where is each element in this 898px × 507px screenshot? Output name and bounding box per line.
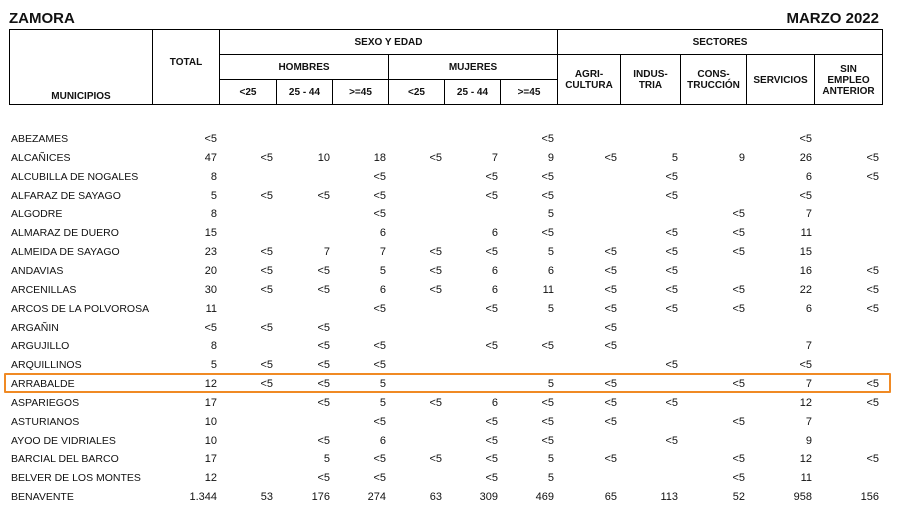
table-row	[0, 375, 898, 394]
cell-construccion: 52	[732, 491, 745, 504]
cell-servicios: <5	[799, 189, 812, 202]
cell-agricultura: <5	[604, 264, 617, 277]
cell-sin-empleo: <5	[866, 453, 879, 466]
cell-h-25-44: <5	[317, 321, 330, 334]
cell-construccion: <5	[732, 302, 745, 315]
cell-total: 30	[204, 283, 217, 296]
cell-servicios: 7	[805, 415, 812, 428]
header-mujeres: MUJERES	[448, 61, 498, 73]
cell-m-lt25: <5	[429, 246, 442, 259]
cell-m-lt25: <5	[429, 151, 442, 164]
cell-h-ge45: <5	[373, 359, 386, 372]
municipio-name: BELVER DE LOS MONTES	[11, 472, 141, 485]
table-row	[0, 187, 898, 206]
table-row	[0, 300, 898, 319]
cell-construccion: <5	[732, 246, 745, 259]
cell-h-25-44: <5	[317, 472, 330, 485]
header-h-age-3: >=45	[349, 87, 372, 98]
cell-sin-empleo: <5	[866, 264, 879, 277]
cell-m-25-44: <5	[485, 415, 498, 428]
cell-h-lt25: <5	[260, 283, 273, 296]
province-title: ZAMORA	[9, 10, 75, 27]
table-row	[0, 149, 898, 168]
cell-h-ge45: 5	[379, 396, 386, 409]
header-sectores: SECTORES	[692, 36, 748, 48]
cell-m-25-44: <5	[485, 189, 498, 202]
cell-h-lt25: <5	[260, 359, 273, 372]
cell-h-25-44: <5	[317, 340, 330, 353]
cell-m-25-44: 6	[491, 283, 498, 296]
cell-m-ge45: <5	[541, 189, 554, 202]
cell-h-ge45: <5	[373, 453, 386, 466]
cell-total: 8	[210, 170, 217, 183]
cell-servicios: 11	[800, 227, 812, 240]
cell-servicios: 6	[805, 302, 812, 315]
cell-construccion: 9	[738, 151, 745, 164]
cell-h-25-44: <5	[317, 264, 330, 277]
cell-h-lt25: <5	[260, 264, 273, 277]
header-sexo-edad: SEXO Y EDAD	[354, 36, 423, 48]
cell-m-ge45: 5	[547, 246, 554, 259]
header-hombres: HOMBRES	[278, 61, 330, 73]
cell-total: 1.344	[189, 491, 217, 504]
cell-servicios: 958	[793, 491, 812, 504]
municipio-name: ANDAVIAS	[11, 264, 64, 277]
period-title: MARZO 2022	[786, 10, 879, 27]
cell-total: <5	[204, 133, 217, 145]
cell-agricultura: <5	[604, 415, 617, 428]
cell-m-25-44: 309	[479, 491, 498, 504]
cell-h-ge45: 5	[379, 378, 386, 391]
cell-h-ge45: 5	[379, 264, 386, 277]
cell-total: <5	[204, 321, 217, 334]
cell-m-lt25: <5	[429, 396, 442, 409]
cell-m-lt25: <5	[429, 264, 442, 277]
cell-h-ge45: <5	[373, 472, 386, 485]
cell-servicios: 26	[799, 151, 812, 164]
cell-total: 5	[210, 359, 217, 372]
municipio-name: ALGODRE	[11, 208, 63, 221]
municipio-name: ALMEIDA DE SAYAGO	[11, 246, 120, 259]
cell-sin-empleo: <5	[866, 151, 879, 164]
table-row	[0, 243, 898, 262]
cell-total: 47	[204, 151, 217, 164]
municipio-name: ARCENILLAS	[11, 283, 77, 296]
cell-h-lt25: <5	[260, 189, 273, 202]
cell-total: 10	[204, 415, 217, 428]
cell-construccion: <5	[732, 283, 745, 296]
cell-servicios: 11	[800, 472, 812, 485]
table-row	[0, 281, 898, 300]
cell-m-ge45: 469	[535, 491, 554, 504]
cell-m-25-44: 6	[491, 396, 498, 409]
cell-industria: <5	[665, 302, 678, 315]
header-m-age-1: <25	[408, 87, 425, 98]
cell-construccion: <5	[732, 208, 745, 221]
cell-h-ge45: 6	[379, 434, 386, 447]
cell-m-ge45: <5	[541, 133, 554, 145]
cell-m-ge45: 6	[547, 264, 554, 277]
cell-total: 15	[204, 227, 217, 240]
table-row	[0, 130, 898, 149]
cell-industria: <5	[665, 396, 678, 409]
cell-industria: <5	[665, 170, 678, 183]
cell-total: 12	[204, 378, 217, 391]
cell-m-25-44: <5	[485, 453, 498, 466]
cell-total: 8	[210, 340, 217, 353]
municipio-name: ALFARAZ DE SAYAGO	[11, 189, 121, 202]
table-row	[0, 168, 898, 187]
cell-industria: <5	[665, 359, 678, 372]
cell-h-25-44: <5	[317, 359, 330, 372]
cell-agricultura: <5	[604, 321, 617, 334]
cell-total: 17	[204, 453, 217, 466]
cell-total: 5	[210, 189, 217, 202]
cell-sin-empleo: <5	[866, 283, 879, 296]
cell-servicios: 22	[799, 283, 812, 296]
cell-h-lt25: 53	[260, 491, 273, 504]
cell-m-lt25: <5	[429, 283, 442, 296]
municipio-name: ASPARIEGOS	[11, 396, 80, 409]
header-total: TOTAL	[169, 56, 203, 68]
cell-h-ge45: <5	[373, 189, 386, 202]
cell-h-25-44: 5	[323, 453, 330, 466]
cell-industria: 113	[660, 491, 678, 504]
cell-agricultura: 65	[604, 491, 617, 504]
cell-h-ge45: 6	[379, 283, 386, 296]
cell-total: 23	[204, 246, 217, 259]
cell-h-25-44: <5	[317, 396, 330, 409]
cell-h-ge45: 7	[379, 246, 386, 259]
table-row	[0, 469, 898, 488]
municipio-name: ARGUJILLO	[11, 340, 70, 353]
header-agricultura: AGRI- CULTURA	[565, 69, 613, 91]
cell-agricultura: <5	[604, 283, 617, 296]
cell-m-25-44: 7	[491, 151, 498, 164]
cell-industria: <5	[665, 227, 678, 240]
cell-m-25-44: 6	[491, 264, 498, 277]
cell-h-lt25: <5	[260, 246, 273, 259]
cell-m-25-44: <5	[485, 302, 498, 315]
header-m-age-2: 25 - 44	[456, 87, 489, 98]
municipio-name: ARGAÑIN	[11, 321, 59, 334]
municipio-name: ALMARAZ DE DUERO	[11, 227, 119, 240]
cell-construccion: <5	[732, 453, 745, 466]
cell-m-25-44: <5	[485, 340, 498, 353]
cell-h-25-44: <5	[317, 189, 330, 202]
cell-servicios: <5	[799, 359, 812, 372]
cell-construccion: <5	[732, 472, 745, 485]
header-construccion: CONS- TRUCCIÓN	[687, 69, 740, 91]
cell-m-lt25: 63	[429, 491, 442, 504]
cell-agricultura: <5	[604, 453, 617, 466]
cell-servicios: <5	[799, 133, 812, 145]
header-m-age-3: >=45	[517, 87, 541, 98]
municipio-name: ALCAÑICES	[11, 151, 71, 164]
cell-h-ge45: <5	[373, 208, 386, 221]
cell-servicios: 15	[799, 246, 812, 259]
municipio-name: ALCUBILLA DE NOGALES	[11, 170, 139, 183]
cell-industria: <5	[665, 189, 678, 202]
header-servicios: SERVICIOS	[753, 74, 808, 86]
cell-m-ge45: <5	[541, 415, 554, 428]
cell-total: 20	[204, 264, 217, 277]
table-row	[0, 319, 898, 338]
cell-m-ge45: <5	[541, 340, 554, 353]
cell-servicios: 12	[799, 453, 812, 466]
cell-m-ge45: 5	[547, 208, 554, 221]
header-industria: INDUS- TRIA	[633, 69, 668, 91]
cell-total: 11	[205, 302, 217, 315]
table-row	[0, 488, 898, 507]
cell-agricultura: <5	[604, 151, 617, 164]
table-row	[0, 413, 898, 432]
cell-m-25-44: <5	[485, 170, 498, 183]
table-row	[0, 337, 898, 356]
cell-agricultura: <5	[604, 396, 617, 409]
municipio-name: ARCOS DE LA POLVOROSA	[11, 302, 150, 315]
cell-m-ge45: 11	[542, 283, 554, 296]
cell-m-ge45: <5	[541, 396, 554, 409]
cell-h-ge45: <5	[373, 302, 386, 315]
cell-total: 12	[204, 472, 217, 485]
municipio-name: ARQUILLINOS	[11, 359, 82, 372]
cell-m-25-44: <5	[485, 472, 498, 485]
cell-h-lt25: <5	[260, 321, 273, 334]
cell-sin-empleo: <5	[866, 302, 879, 315]
municipio-name: ARRABALDE	[11, 378, 75, 391]
cell-servicios: 7	[805, 208, 812, 221]
table-row	[0, 205, 898, 224]
header-sin-empleo: SIN EMPLEO ANTERIOR	[822, 63, 875, 97]
cell-construccion: <5	[732, 227, 745, 240]
table-row	[0, 450, 898, 469]
cell-agricultura: <5	[604, 302, 617, 315]
municipio-name: ABEZAMES	[11, 133, 69, 145]
table-row	[0, 394, 898, 413]
cell-m-ge45: 5	[547, 453, 554, 466]
cell-servicios: 6	[805, 170, 812, 183]
cell-h-ge45: <5	[373, 170, 386, 183]
cell-industria: <5	[665, 264, 678, 277]
municipio-name: AYOO DE VIDRIALES	[11, 434, 116, 447]
cell-total: 10	[204, 434, 217, 447]
table-row	[0, 432, 898, 451]
cell-m-ge45: <5	[541, 434, 554, 447]
cell-agricultura: <5	[604, 340, 617, 353]
cell-h-25-44: 176	[311, 491, 330, 504]
cell-industria: 5	[671, 151, 678, 164]
cell-sin-empleo: <5	[866, 396, 879, 409]
cell-servicios: 9	[805, 434, 812, 447]
cell-h-25-44: 7	[323, 246, 330, 259]
cell-sin-empleo: <5	[866, 378, 879, 391]
cell-h-lt25: <5	[260, 151, 273, 164]
cell-m-ge45: <5	[541, 227, 554, 240]
cell-h-ge45: <5	[373, 340, 386, 353]
municipio-name: BARCIAL DEL BARCO	[11, 453, 119, 466]
cell-m-ge45: 5	[547, 302, 554, 315]
cell-agricultura: <5	[604, 378, 617, 391]
cell-m-ge45: <5	[541, 170, 554, 183]
table-row	[0, 262, 898, 281]
cell-h-25-44: 10	[317, 151, 330, 164]
cell-industria: <5	[665, 434, 678, 447]
cell-h-25-44: <5	[317, 283, 330, 296]
cell-industria: <5	[665, 283, 678, 296]
cell-industria: <5	[665, 246, 678, 259]
cell-h-lt25: <5	[260, 378, 273, 391]
cell-m-25-44: <5	[485, 246, 498, 259]
cell-servicios: 7	[805, 340, 812, 353]
cell-total: 17	[204, 396, 217, 409]
table-row	[0, 224, 898, 243]
cell-h-25-44: <5	[317, 434, 330, 447]
cell-sin-empleo: 156	[860, 491, 879, 504]
header-h-age-1: <25	[239, 87, 257, 98]
cell-servicios: 16	[799, 264, 812, 277]
cell-m-ge45: 5	[547, 378, 554, 391]
cell-h-ge45: 18	[373, 151, 386, 164]
cell-servicios: 7	[805, 378, 812, 391]
municipio-name: ASTURIANOS	[11, 415, 80, 428]
cell-m-lt25: <5	[429, 453, 442, 466]
cell-sin-empleo: <5	[866, 170, 879, 183]
cell-construccion: <5	[732, 378, 745, 391]
cell-m-ge45: 5	[547, 472, 554, 485]
header-h-age-2: 25 - 44	[288, 87, 321, 98]
cell-h-ge45: 6	[379, 227, 386, 240]
table-row	[0, 356, 898, 375]
cell-agricultura: <5	[604, 246, 617, 259]
cell-h-25-44: <5	[317, 378, 330, 391]
municipio-name: BENAVENTE	[11, 491, 74, 504]
cell-total: 8	[210, 208, 217, 221]
header-municipios: MUNICIPIOS	[51, 91, 111, 102]
cell-servicios: 12	[799, 396, 812, 409]
cell-h-ge45: <5	[373, 415, 386, 428]
cell-m-25-44: <5	[485, 434, 498, 447]
cell-construccion: <5	[732, 415, 745, 428]
cell-h-ge45: 274	[367, 491, 386, 504]
cell-m-ge45: 9	[547, 151, 554, 164]
cell-m-25-44: 6	[491, 227, 498, 240]
